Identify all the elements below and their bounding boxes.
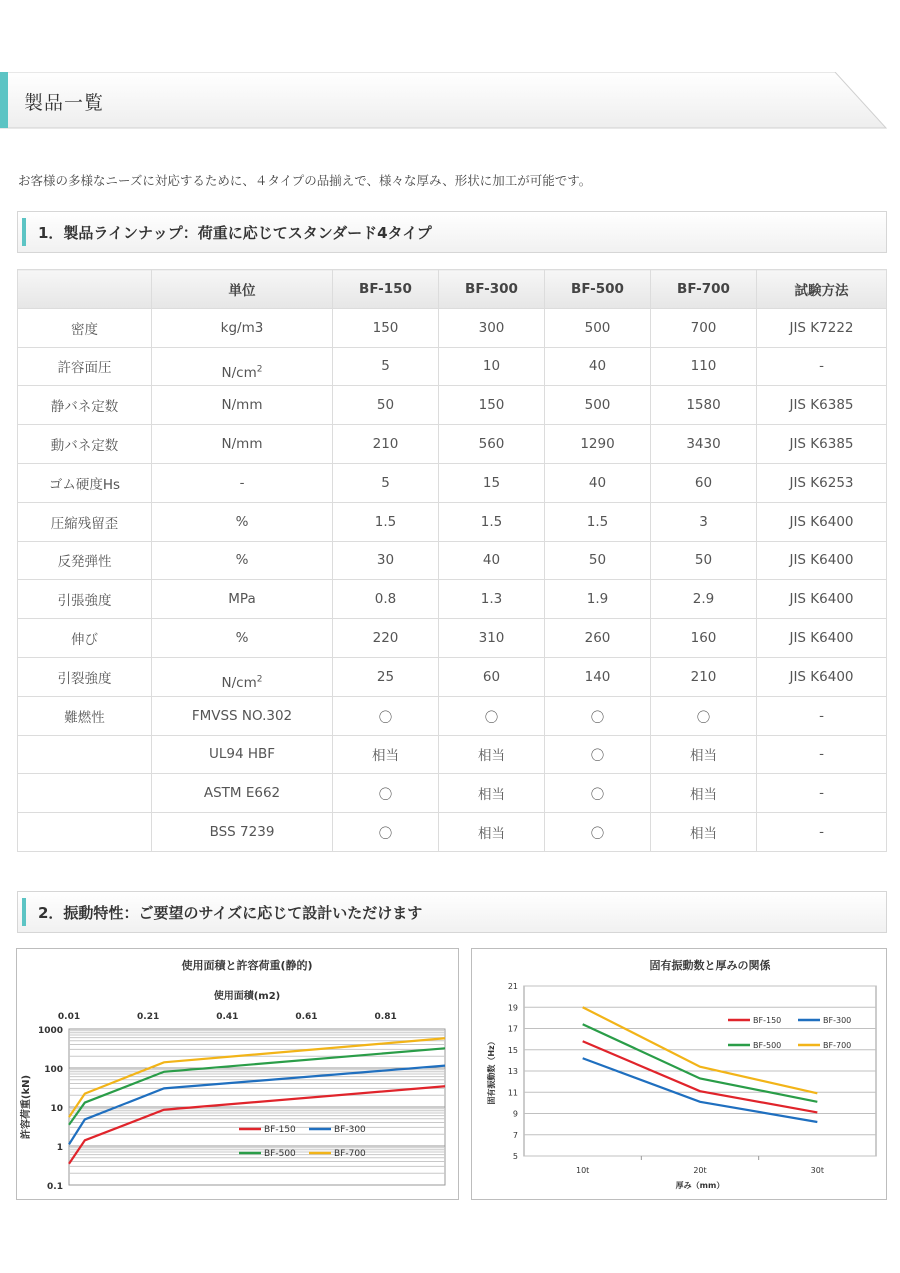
table-cell: JIS K6400 bbox=[757, 580, 887, 619]
table-cell: 〇 bbox=[545, 735, 651, 774]
table-cell: 3 bbox=[651, 502, 757, 541]
table-cell: kg/m3 bbox=[152, 308, 333, 347]
table-cell: 10 bbox=[439, 347, 545, 386]
table-cell: 相当 bbox=[439, 774, 545, 813]
table-cell: 1290 bbox=[545, 425, 651, 464]
table-cell: N/mm bbox=[152, 386, 333, 425]
y-tick-label: 0.1 bbox=[47, 1182, 63, 1192]
table-cell: 40 bbox=[545, 463, 651, 502]
legend-label: BF-150 bbox=[264, 1125, 296, 1135]
table-cell: % bbox=[152, 502, 333, 541]
table-cell: 〇 bbox=[439, 696, 545, 735]
y-tick-label: 11 bbox=[507, 1088, 518, 1098]
table-header-cell: BF-700 bbox=[651, 270, 757, 309]
table-cell: - bbox=[152, 463, 333, 502]
x-tick-label: 20t bbox=[693, 1166, 707, 1175]
table-body bbox=[18, 308, 887, 851]
table-header-cell: 試験方法 bbox=[757, 270, 887, 309]
table-cell: 1.5 bbox=[333, 502, 439, 541]
y-tick-label: 21 bbox=[507, 982, 518, 991]
chart-frequency-thickness bbox=[471, 948, 887, 1200]
table-cell: 60 bbox=[439, 657, 545, 696]
table-cell: 25 bbox=[333, 657, 439, 696]
x-tick-label: 30t bbox=[810, 1166, 824, 1175]
page-title: 製品一覧 bbox=[24, 92, 105, 114]
table-cell: JIS K7222 bbox=[757, 308, 887, 347]
legend-label: BF-700 bbox=[823, 1041, 852, 1050]
table-cell: % bbox=[152, 541, 333, 580]
table-row bbox=[18, 619, 887, 658]
table-cell: MPa bbox=[152, 580, 333, 619]
table-cell: 1.9 bbox=[545, 580, 651, 619]
table-cell: 密度 bbox=[18, 308, 152, 347]
y-axis-label: 許容荷重(kN) bbox=[21, 1074, 32, 1140]
table-cell: JIS K6400 bbox=[757, 619, 887, 658]
table-cell: - bbox=[757, 774, 887, 813]
y-tick-label: 17 bbox=[507, 1024, 518, 1034]
table-row bbox=[18, 696, 887, 735]
table-row bbox=[18, 347, 887, 386]
table-cell: % bbox=[152, 619, 333, 658]
table-cell: 引張強度 bbox=[18, 580, 152, 619]
table-cell: 210 bbox=[333, 425, 439, 464]
legend-label: BF-700 bbox=[334, 1149, 366, 1159]
table-cell: 5 bbox=[333, 347, 439, 386]
table-cell: JIS K6385 bbox=[757, 425, 887, 464]
area-load-chart bbox=[17, 949, 458, 1199]
x-tick-label: 10t bbox=[576, 1166, 590, 1175]
table-cell: 相当 bbox=[651, 813, 757, 852]
table-cell: 難燃性 bbox=[18, 696, 152, 735]
legend-label: BF-500 bbox=[753, 1041, 782, 1050]
table-cell: 相当 bbox=[439, 813, 545, 852]
table-cell bbox=[18, 774, 152, 813]
y-tick-label: 9 bbox=[512, 1109, 518, 1119]
table-cell: 圧縮残留歪 bbox=[18, 502, 152, 541]
y-tick-label: 15 bbox=[507, 1045, 518, 1055]
table-cell: 220 bbox=[333, 619, 439, 658]
table-cell: - bbox=[757, 696, 887, 735]
table-cell bbox=[18, 735, 152, 774]
legend-label: BF-500 bbox=[264, 1149, 296, 1159]
chart-title: 使用面積と許容荷重(静的) bbox=[181, 959, 313, 972]
table-cell: JIS K6385 bbox=[757, 386, 887, 425]
y-tick-label: 1000 bbox=[37, 1026, 63, 1036]
x-axis-label: 使用面積(m2) bbox=[213, 991, 281, 1002]
table-cell: JIS K6400 bbox=[757, 541, 887, 580]
table-cell: 静バネ定数 bbox=[18, 386, 152, 425]
table-header-cell: BF-300 bbox=[439, 270, 545, 309]
table-row bbox=[18, 541, 887, 580]
table-cell: 140 bbox=[545, 657, 651, 696]
x-tick-label: 0.41 bbox=[216, 1012, 239, 1022]
table-cell: 引裂強度 bbox=[18, 657, 152, 696]
table-cell: 500 bbox=[545, 386, 651, 425]
y-tick-label: 19 bbox=[507, 1003, 518, 1013]
table-cell: 150 bbox=[439, 386, 545, 425]
table-cell: 〇 bbox=[545, 696, 651, 735]
intro-text: お客様の多様なニーズに対応するために、４タイプの品揃えで、様々な厚み、形状に加工が可能です。 bbox=[18, 173, 592, 188]
product-spec-table bbox=[17, 269, 887, 852]
table-cell bbox=[18, 813, 152, 852]
x-tick-label: 0.21 bbox=[137, 1012, 160, 1022]
table-cell: 2.9 bbox=[651, 580, 757, 619]
table-header-row bbox=[18, 270, 887, 309]
table-cell: BSS 7239 bbox=[152, 813, 333, 852]
x-tick-label: 0.01 bbox=[57, 1012, 81, 1022]
table-header-cell: BF-500 bbox=[545, 270, 651, 309]
table-cell: 1.5 bbox=[439, 502, 545, 541]
table-cell: 300 bbox=[439, 308, 545, 347]
table-cell: 150 bbox=[333, 308, 439, 347]
chart-title: 固有振動数と厚みの関係 bbox=[649, 959, 771, 972]
table-cell: 〇 bbox=[333, 774, 439, 813]
section-title: 2．振動特性：ご要望のサイズに応じて設計いただけます bbox=[38, 904, 423, 922]
y-tick-label: 7 bbox=[512, 1130, 518, 1140]
table-cell: 反発弾性 bbox=[18, 541, 152, 580]
table-row bbox=[18, 813, 887, 852]
title-banner-shape bbox=[0, 72, 888, 132]
table-row bbox=[18, 463, 887, 502]
table-cell: 1.5 bbox=[545, 502, 651, 541]
chart-area-load bbox=[16, 948, 459, 1200]
x-tick-label: 0.81 bbox=[374, 1012, 397, 1022]
section-accent-bar bbox=[22, 898, 26, 926]
table-cell: JIS K6253 bbox=[757, 463, 887, 502]
table-cell: - bbox=[757, 347, 887, 386]
legend-label: BF-300 bbox=[823, 1016, 852, 1025]
table-cell: 3430 bbox=[651, 425, 757, 464]
legend-label: BF-300 bbox=[334, 1125, 366, 1135]
table-cell: 相当 bbox=[333, 735, 439, 774]
section-accent-bar bbox=[22, 218, 26, 246]
page-title-bar bbox=[0, 72, 888, 132]
section-header-vibration bbox=[17, 891, 887, 933]
table-cell: 相当 bbox=[651, 774, 757, 813]
table-row bbox=[18, 386, 887, 425]
table-cell: 許容面圧 bbox=[18, 347, 152, 386]
table-cell: 50 bbox=[545, 541, 651, 580]
table-cell: 700 bbox=[651, 308, 757, 347]
table-cell: 210 bbox=[651, 657, 757, 696]
table-row bbox=[18, 502, 887, 541]
table-cell: 〇 bbox=[333, 813, 439, 852]
table-cell: N/mm bbox=[152, 425, 333, 464]
y-tick-label: 13 bbox=[507, 1067, 518, 1076]
table-cell: JIS K6400 bbox=[757, 657, 887, 696]
frequency-thickness-chart bbox=[472, 949, 886, 1199]
table-cell: 1.3 bbox=[439, 580, 545, 619]
table-cell: 1580 bbox=[651, 386, 757, 425]
table-cell: 260 bbox=[545, 619, 651, 658]
y-tick-label: 5 bbox=[512, 1152, 518, 1161]
table-cell: 相当 bbox=[439, 735, 545, 774]
table-cell: ゴム硬度Hs bbox=[18, 463, 152, 502]
y-axis-label: 固有振動数（Hz） bbox=[487, 1037, 496, 1105]
x-axis-label: 厚み（mm） bbox=[675, 1181, 725, 1190]
table-cell: JIS K6400 bbox=[757, 502, 887, 541]
section-header-lineup bbox=[17, 211, 887, 253]
table-cell: 15 bbox=[439, 463, 545, 502]
table-cell: 50 bbox=[651, 541, 757, 580]
table-cell: FMVSS NO.302 bbox=[152, 696, 333, 735]
table-cell: 〇 bbox=[333, 696, 439, 735]
table-row bbox=[18, 425, 887, 464]
table-cell: 伸び bbox=[18, 619, 152, 658]
table-cell: 30 bbox=[333, 541, 439, 580]
table-cell: 相当 bbox=[651, 735, 757, 774]
table-cell: 40 bbox=[545, 347, 651, 386]
table-cell: 160 bbox=[651, 619, 757, 658]
table-cell: - bbox=[757, 813, 887, 852]
table-cell: 〇 bbox=[545, 813, 651, 852]
section-title: 1．製品ラインナップ：荷重に応じてスタンダード4タイプ bbox=[38, 224, 432, 242]
table-header-cell: 単位 bbox=[152, 270, 333, 309]
table-cell: 310 bbox=[439, 619, 545, 658]
y-tick-label: 10 bbox=[50, 1104, 63, 1114]
table-header-cell: BF-150 bbox=[333, 270, 439, 309]
table-row bbox=[18, 774, 887, 813]
table-cell: 〇 bbox=[651, 696, 757, 735]
y-tick-label: 100 bbox=[44, 1065, 63, 1075]
table-cell: 560 bbox=[439, 425, 545, 464]
table-header-cell bbox=[18, 270, 152, 309]
table-cell: UL94 HBF bbox=[152, 735, 333, 774]
table-cell: 50 bbox=[333, 386, 439, 425]
table-cell: $N/cm^2$ bbox=[152, 657, 333, 696]
table-cell: 5 bbox=[333, 463, 439, 502]
table-cell: ASTM E662 bbox=[152, 774, 333, 813]
table-cell: 0.8 bbox=[333, 580, 439, 619]
table-row bbox=[18, 580, 887, 619]
table-cell: 500 bbox=[545, 308, 651, 347]
y-tick-label: 1 bbox=[56, 1143, 63, 1153]
table-cell: 〇 bbox=[545, 774, 651, 813]
table-row bbox=[18, 657, 887, 696]
table-cell: 40 bbox=[439, 541, 545, 580]
table-cell: 60 bbox=[651, 463, 757, 502]
table-row bbox=[18, 308, 887, 347]
table-cell: 動バネ定数 bbox=[18, 425, 152, 464]
table-cell: 110 bbox=[651, 347, 757, 386]
table-row bbox=[18, 735, 887, 774]
table-cell: - bbox=[757, 735, 887, 774]
legend-label: BF-150 bbox=[753, 1016, 782, 1025]
x-tick-label: 0.61 bbox=[295, 1012, 318, 1022]
table-cell: $N/cm^2$ bbox=[152, 347, 333, 386]
